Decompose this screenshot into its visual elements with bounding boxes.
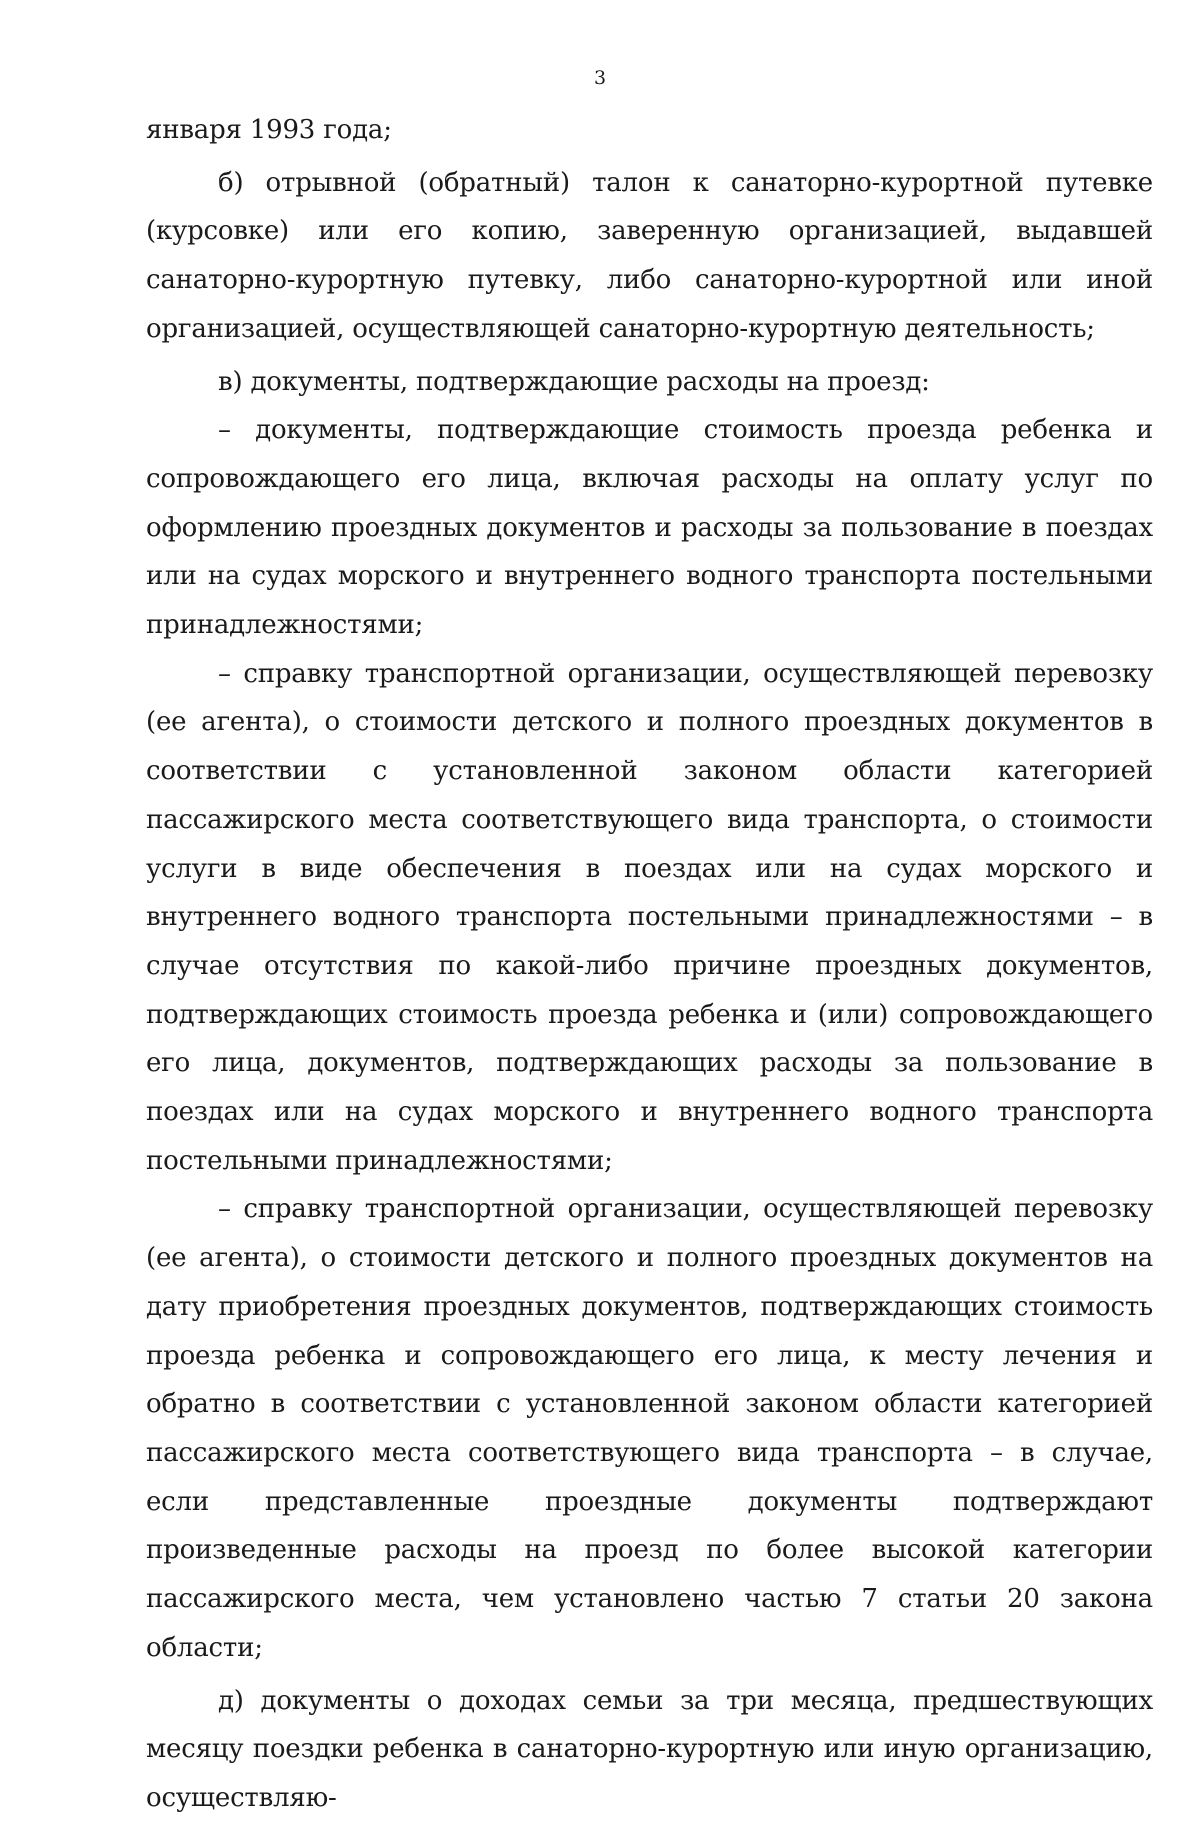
paragraph-item-b: б) отрывной (обратный) талон к санаторно-курортной путевке (курсовке) или его копию, заверенную организацией, выдавшей санаторно-курортную путевку, либо санаторно-курортной или иной организацией, осуществляющей санаторно-курортную деятельность; — [146, 167, 1153, 344]
paragraph-dash-1: – документы, подтверждающие стоимость проезда ребенка и сопровождающего его лица, включая расходы на оплату услуг по оформлению проездных документов и расходы за пользование в поездах или на судах морского и внутреннего водного транспорта постельными принадлежностями; — [146, 415, 1153, 641]
paragraph-continuation: января 1993 года; — [146, 115, 392, 145]
paragraph-dash-2: – справку транспортной организации, осуществляющей перевозку (ее агента), о стоимости детского и полного проездных документов в соответствии с установленной законом области категорией пассажирского места соответствующего вида транспорта, о стоимости услуги в виде обеспечения в поездах или на судах морского и внутреннего водного транспорта постельными принадлежностями – в случае отсутствия по какой-либо причине проездных документов, подтверждающих стоимость проезда ребенка и (или) сопровождающего его лица, документов, подтверждающих расходы за пользование в поездах или на судах морского и внутреннего водного транспорта постельными принадлежностями; — [146, 658, 1153, 1176]
paragraph-dash-3: – справку транспортной организации, осуществляющей перевозку (ее агента), о стоимости детского и полного проездных документов на дату приобретения проездных документов, подтверждающих стоимость проезда ребенка и сопровождающего его лица, к месту лечения и обратно в соответствии с установленной законом области категорией пассажирского места соответствующего вида транспорта – в случае, если представленные проездные документы подтверждают произведенные расходы на проезд по более высокой категории пассажирского места, чем установлено частью 7 статьи 20 закона области; — [146, 1194, 1153, 1663]
document-body — [146, 106, 1153, 1823]
paragraph-item-v: в) документы, подтверждающие расходы на проезд: — [218, 366, 930, 397]
paragraph-item-d: д) документы о доходах семьи за три месяца, предшествующих месяцу поездки ребенка в санаторно-курортную или иную организацию, осуществляю- — [146, 1685, 1153, 1813]
page-number: 3 — [593, 67, 607, 89]
